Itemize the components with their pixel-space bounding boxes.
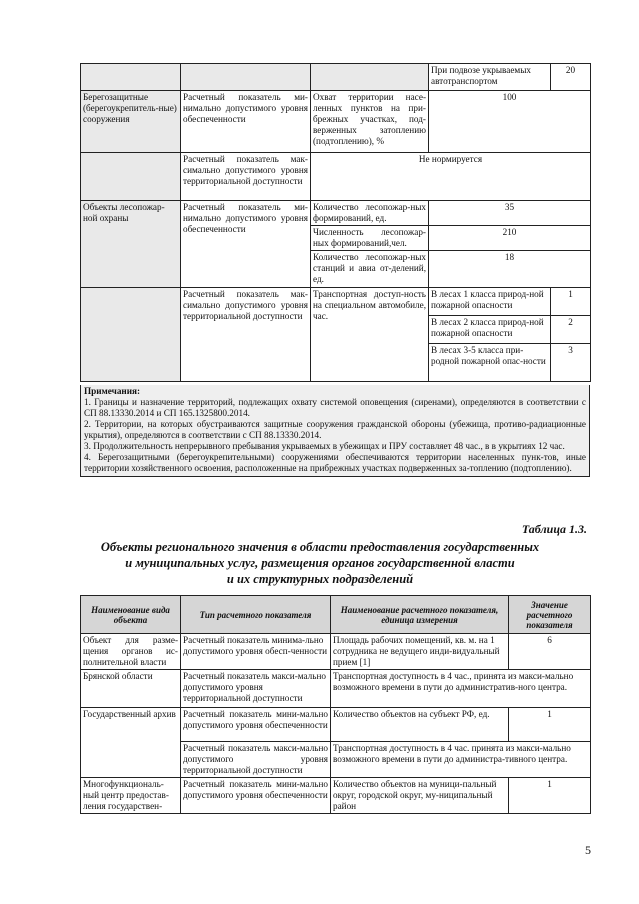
table-number: Таблица 1.3.	[521, 522, 587, 536]
table-cell: Численность лесопожар-ных формирований,чел.	[311, 226, 429, 251]
table-cell: Транспортная доступ-ность на специальном автомобиле, час.	[311, 288, 429, 382]
notes-title: Примечания:	[84, 386, 141, 396]
table-cell: Транспортная доступность в 4 час., принята из макси-мально возможного времени в пути до административ-ного центра.	[331, 670, 591, 708]
table-cell: Количество лесопожар-ных станций и авиа от-делений, ед.	[311, 251, 429, 288]
table-cell: В лесах 1 класса природ-ной пожарной опасности	[429, 288, 551, 316]
table-cell: Расчетный показатель мини-мально допустимого уровня обеспеченности	[181, 708, 331, 742]
table-row	[81, 91, 591, 153]
table-cell: Количество объектов на муници-пальный округ, городской округ, му-ниципальный район	[331, 778, 509, 814]
table-cell: 1	[509, 708, 591, 742]
table-cell: Брянской области	[81, 670, 181, 708]
table-cell	[81, 153, 181, 201]
table-cell: Расчетный показатель макси-мально допустимого уровня территориальной доступности	[181, 742, 331, 778]
table-cell: Расчетный показатель мак-симально допустимого уровня территориальной доступности	[181, 153, 311, 201]
table-cell: Расчетный показатель мак-симально допустимого уровня территориальной доступности	[181, 288, 311, 382]
table-row	[81, 708, 591, 742]
table-row	[81, 201, 591, 226]
table-title-line: и муниципальных услуг, размещения органов государственной власти	[125, 556, 515, 570]
table-cell: 6	[509, 634, 591, 670]
table-cell: Государственный архив	[81, 708, 181, 778]
table-cell: Расчетный показатель макси-мально допустимого уровня территориальной доступности	[181, 670, 331, 708]
table-cell: При подвозе укрываемых автотранспортом	[429, 64, 551, 91]
column-header: Значение расчетного показателя	[509, 596, 591, 634]
table-cell: 18	[429, 251, 591, 288]
column-header: Наименование расчетного показателя, единица измерения	[331, 596, 509, 634]
table-cell: 3	[551, 344, 591, 382]
table-row	[81, 778, 591, 814]
table-cell: 1	[551, 288, 591, 316]
table-cell: Не нормируется	[311, 153, 591, 201]
table-cell: Охват территории насе-ленных пунктов на при-брежных участках, под-верженных затоплению (подтоплению), %	[311, 91, 429, 153]
column-header: Наименование вида объекта	[81, 596, 181, 634]
table-row	[81, 153, 591, 201]
table-cell: Расчетный показатель минима-льно допустимого уровня обесп-ченности	[181, 634, 331, 670]
table-cell: Количество объектов на субъект РФ, ед.	[331, 708, 509, 742]
note-item: 4. Берегозащитными (берегоукрепительными) сооружениями обеспечиваются территории населенных пунк-тов, иные территории хозяйственного освоения, расположенные на прибрежных участках подверженных за-топлению (подтоплению).	[84, 452, 586, 473]
table-title	[60, 539, 580, 587]
table-cell: Количество лесопожар-ных формирований, ед.	[311, 201, 429, 226]
table-row	[81, 288, 591, 316]
table-cell: 35	[429, 201, 591, 226]
table-cell: 1	[509, 778, 591, 814]
table-row	[81, 634, 591, 670]
table-row	[81, 64, 591, 91]
table-cell: Площадь рабочих помещений, кв. м. на 1 сотрудника не ведущего инди-видуальный прием [1]	[331, 634, 509, 670]
page-number: 5	[585, 843, 591, 857]
table-cell: Расчетный показатель ми-нимально допустимого уровня обеспеченности	[181, 91, 311, 153]
table-cell: 2	[551, 316, 591, 344]
table-title-line: Объекты регионального значения в области предоставления государственных	[100, 540, 540, 554]
notes-block	[80, 385, 590, 477]
table-header-row	[81, 596, 591, 634]
table-cell: Транспортная доступность в 4 час. принята из макси-мально возможного времени в пути до администра-тивного центра.	[331, 742, 591, 778]
note-item: 1. Границы и назначение территорий, подлежащих охвату системой оповещения (сиренами), определяются в соответствии с СП 88.13330.2014 и СП 165.1325800.2014.	[84, 397, 586, 418]
column-header: Тип расчетного показателя	[181, 596, 331, 634]
table-cell: Многофункциональ-ный центр предостав-ления государствен-	[81, 778, 181, 814]
standards-table-continued	[80, 63, 591, 382]
table-cell: Объекты лесопожар-ной охраны	[81, 201, 181, 288]
table-title-line: и их структурных подразделений	[226, 572, 414, 586]
table-cell: В лесах 2 класса природ-ной пожарной опасности	[429, 316, 551, 344]
table-cell: 20	[551, 64, 591, 91]
table-cell: Расчетный показатель мини-мально допустимого уровня обеспеченности	[181, 778, 331, 814]
regional-objects-table	[80, 595, 591, 814]
table-cell: В лесах 3-5 класса при-родной пожарной опас-ности	[429, 344, 551, 382]
table-cell: Берегозащитные (берегоукрепитель-ные) сооружения	[81, 91, 181, 153]
note-item: 2. Территории, на которых обустраиваются защитные сооружения гражданской обороны (убежища, противо-радиационные укрытия), определяются в соответствии с СП 88.13330.2014.	[84, 419, 586, 440]
note-item: 3. Продолжительность непрерывного пребывания укрываемых в убежищах и ПРУ составляет 48 час., в в укрытиях 12 час.	[84, 441, 565, 451]
table-cell	[81, 64, 181, 91]
table-row	[81, 670, 591, 708]
table-cell	[81, 288, 181, 382]
table-cell: Объект для разме-щения органов ис-полнительной власти	[81, 634, 181, 670]
table-cell: 210	[429, 226, 591, 251]
table-cell	[181, 64, 311, 91]
table-cell	[311, 64, 429, 91]
table-cell: Расчетный показатель ми-нимально допустимого уровня обеспеченности	[181, 201, 311, 288]
table-cell: 100	[429, 91, 591, 153]
